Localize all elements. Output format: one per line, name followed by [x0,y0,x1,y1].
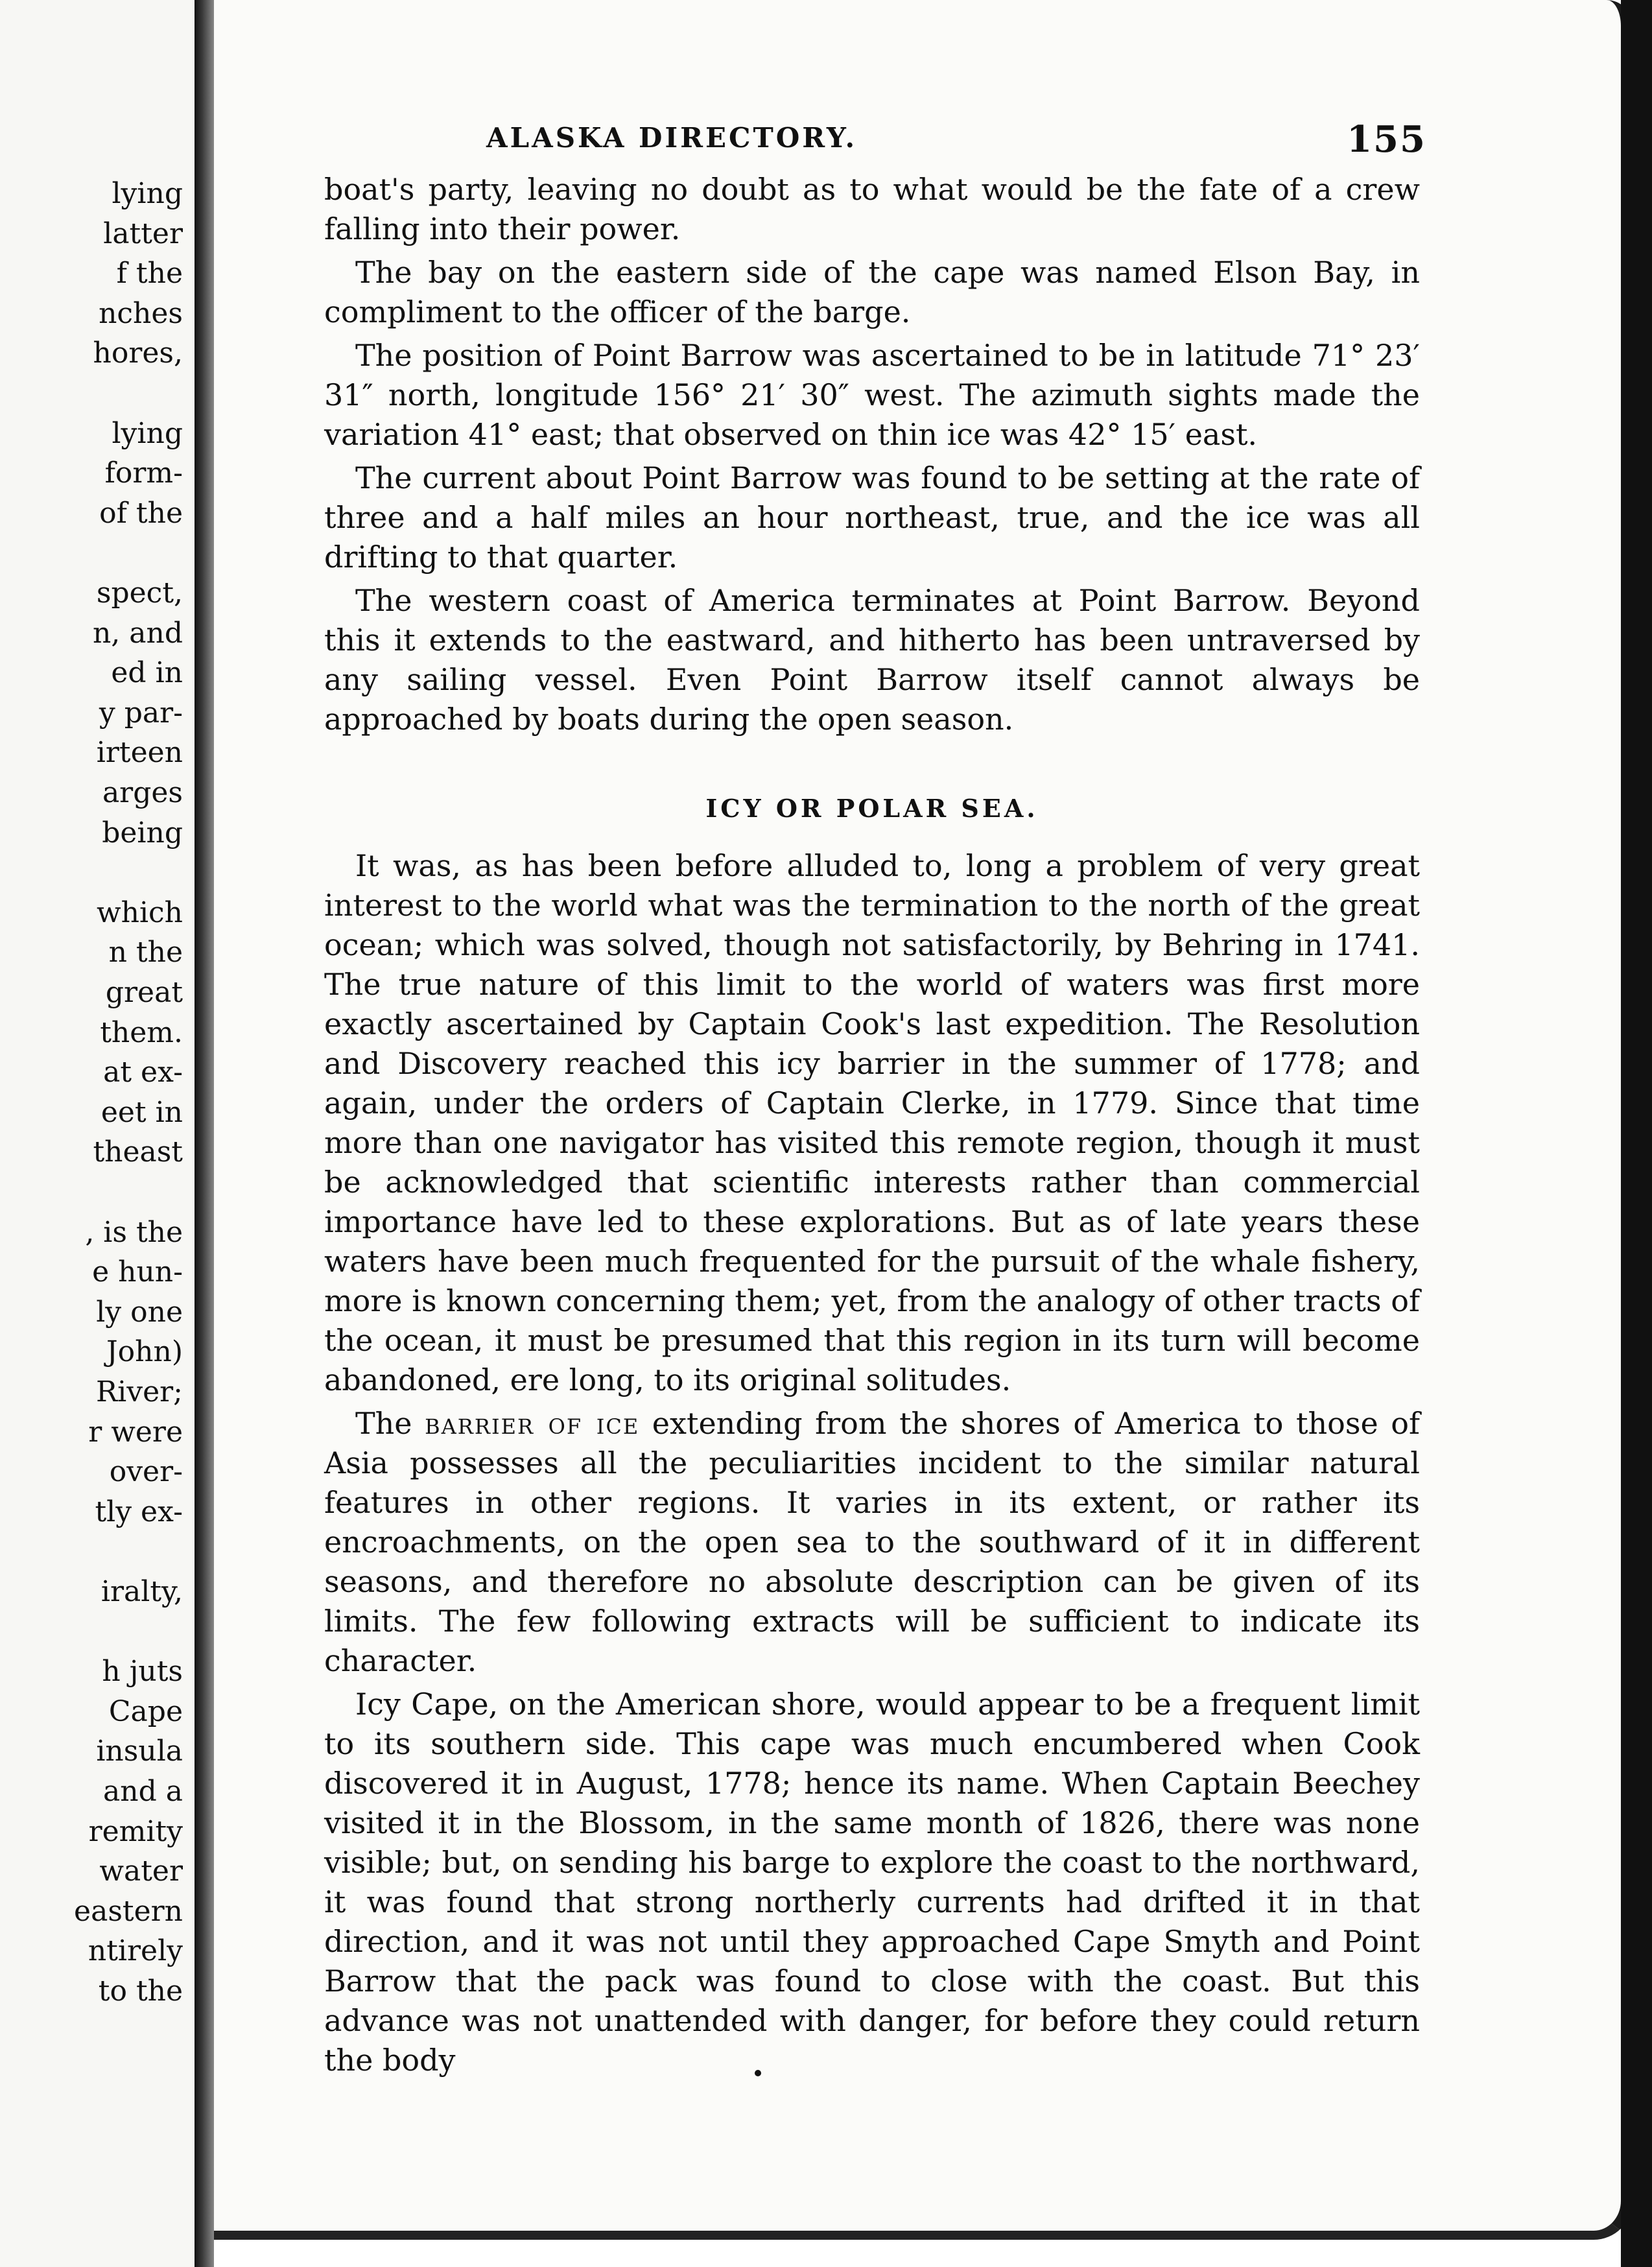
left-page-line: tly ex- [95,1495,183,1528]
left-page-line: hores, [93,337,183,370]
left-page-line: r were [88,1415,183,1449]
left-page-line: e hun- [92,1255,183,1289]
paragraph: It was, as has been before alluded to, long a problem of very great interest to the world what was the termination to the north of the great ocean; which was solved, though not satisfactorily, by Behring in 1741. The true nature of this limit to the world of waters was first more exactly ascertained by Captain Cook's last expedition. The Resolution and Discovery reached this icy barrier in the summer of 1778; and again, under the orders of Captain Clerke, in 1779. Since that time more than one navigator has visited this remote region, though it must be acknowledged that scientific interests rather than commercial importance have led to these explorations. But as of late years these waters have been much frequented for the pursuit of the whale fishery, more is known concerning them; yet, from the analogy of other tracts of the ocean, it must be presumed that this region in its turn will become abandoned, ere long, to its original solitudes. [324,848,1420,1397]
left-page-line: to the [98,1975,183,2008]
paragraph: The western coast of America terminates at Point Barrow. Beyond this it extends to the eastward, and hitherto has been untraversed by any sailing vessel. Even Point Barrow itself cannot always be approached by boats during the open season. [324,583,1420,737]
left-page-line: , is the [85,1215,183,1249]
left-page-line: over- [109,1455,183,1489]
left-page-line: theast [93,1135,183,1169]
left-page-line: remity [88,1814,183,1848]
left-page-line: eet in [100,1095,183,1129]
page-header [486,118,1426,161]
left-page-line: Cape [108,1694,183,1728]
top-text-block [324,170,1420,743]
left-page-line: form- [104,457,183,490]
left-page-line: iralty, [100,1575,183,1608]
paragraph: The bay on the eastern side of the cape was named Elson Bay, in compliment to the officer of the barge. [324,255,1420,329]
left-page-line: n the [108,936,183,969]
left-page-line: River; [96,1375,183,1408]
left-page-line: ly one [96,1295,183,1329]
page-number: 155 [1347,118,1426,161]
paragraph: Icy Cape, on the American shore, would appear to be a frequent limit to its southern side. This cape was much encumbered when Cook discovered it in August, 1778; hence its name. When Captain Beechey visited it in the Blossom, in the same month of 1826, there was none visible; but, on sending his barge to explore the coast to the northward, it was found that strong northerly currents had drifted it in that direction, and it was not until they approached Cape Smyth and Point Barrow that the pack was found to close with the coast. But this advance was not unattended with danger, for before they could return the body [324,1687,1420,2078]
left-page-line: arges [102,776,183,809]
left-page-line: nches [99,296,183,330]
left-page-line: latter [103,217,183,250]
left-page-line: them. [100,1015,183,1049]
left-page-line: f the [116,257,183,291]
left-page-line: y par- [99,696,183,730]
left-page-line: n, and [92,616,183,650]
left-page-line: great [105,976,183,1009]
left-page-line: ntirely [88,1934,183,1968]
section-heading: ICY OR POLAR SEA. [705,794,1039,823]
page-edge [1621,0,1652,2267]
left-page-line: of the [99,496,183,530]
paragraph-lead: The [355,1406,412,1441]
left-page-line: insula [96,1735,183,1768]
ink-dot [755,2070,761,2076]
left-page-line: h juts [102,1655,183,1689]
paragraph-rest: extending from the shores of America to those of Asia possesses all the peculiarities incident to the similar natural features in other regions. It varies in its extent, or rather its encroachments, on the open sea to the southward of it in different seasons, and therefore no absolute description can be given of its limits. The few following extracts will be sufficient to indicate its character. [324,1406,1420,1678]
paragraph: The current about Point Barrow was found to be setting at the rate of three and a half miles an hour northeast, true, and the ice was all drifting to that quarter. [324,460,1420,575]
left-page-line: eastern [74,1894,183,1928]
left-page-line: spect, [96,576,183,610]
paragraph: boat's party, leaving no doubt as to what would be the fate of a crew falling into their power. [324,172,1420,246]
left-page-line: lying [112,416,183,450]
left-page-line: lying [112,177,183,210]
book-binding [195,0,214,2267]
left-page-line: being [102,816,183,849]
main-text-block [324,846,1420,2084]
left-page-line: ed in [111,656,183,690]
paragraph: The position of Point Barrow was ascertained to be in latitude 71° 23′ 31″ north, longitude 156° 21′ 30″ west. The azimuth sights made the variation 41° east; that observed on thin ice was 42° 15′ east. [324,338,1420,452]
left-page-line: and a [103,1775,183,1808]
left-page-fragment [0,0,200,2267]
left-page-line: irteen [96,736,183,770]
left-page-line: John) [106,1335,183,1369]
running-title: ALASKA DIRECTORY. [486,122,858,154]
left-page-line: water [99,1855,183,1888]
paragraph [324,1404,1420,1681]
left-page-line: at ex- [103,1056,183,1089]
left-page-line: which [96,896,183,929]
small-caps-term: barrier of ice [425,1406,640,1441]
